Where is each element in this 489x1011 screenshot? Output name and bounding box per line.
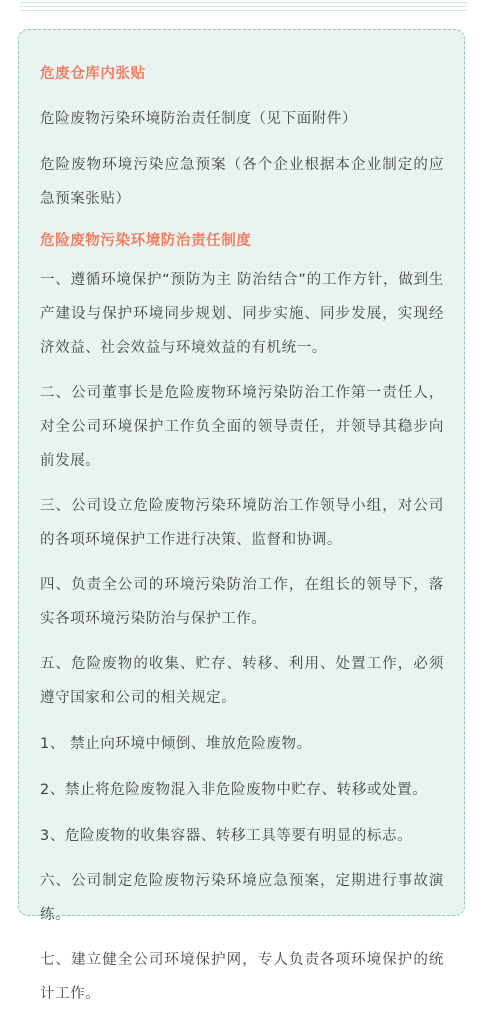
divider-line — [20, 10, 467, 11]
posting-item: 危险废物环境污染应急预案（各个企业根据本企业制定的应急预案张贴） — [40, 157, 444, 207]
rule-sub-item: 1、 禁止向环境中倾倒、堆放危险废物。 — [40, 736, 312, 752]
section-heading-responsibility-system: 危险废物污染环境防治责任制度 — [40, 233, 252, 249]
rule-sub-item: 2、禁止将危险废物混入非危险废物中贮存、转移或处置。 — [40, 782, 428, 798]
rule-paragraph: 三、公司设立危险废物污染环境防治工作领导小组，对公司的各项环境保护工作进行决策、监督和协调。 — [40, 498, 444, 548]
article-card — [18, 29, 465, 1002]
rule-paragraph: 二、公司董事长是危险废物环境污染防治工作第一责任人，对全公司环境保护工作负全面的领导责任，并领导其稳步向前发展。 — [40, 385, 444, 469]
rule-sub-item: 3、危险废物的收集容器、转移工具等要有明显的标志。 — [40, 828, 413, 844]
rule-paragraph: 四、负责全公司的环境污染防治工作，在组长的领导下，落实各项环境污染防治与保护工作。 — [40, 577, 444, 627]
rule-paragraph: 七、建立健全公司环境保护网，专人负责各项环境保护的统计工作。 — [40, 952, 444, 1002]
posting-item: 危险废物污染环境防治责任制度（见下面附件） — [40, 111, 358, 127]
rule-paragraph: 六、公司制定危险废物污染环境应急预案，定期进行事故演练。 — [40, 873, 444, 923]
top-divider-decoration — [20, 0, 467, 12]
rule-paragraph: 五、危险废物的收集、贮存、转移、利用、处置工作，必须遵守国家和公司的相关规定。 — [40, 656, 444, 706]
divider-line — [20, 2, 467, 3]
divider-line — [20, 6, 467, 7]
section-heading-warehouse-posting: 危废仓库内张贴 — [40, 66, 146, 82]
rule-paragraph: 一、遵循环境保护“预防为主 防治结合”的工作方针，做到生产建设与保护环境同步规划、同步实施、同步发展，实现经济效益、社会效益与环境效益的有机统一。 — [40, 272, 444, 356]
